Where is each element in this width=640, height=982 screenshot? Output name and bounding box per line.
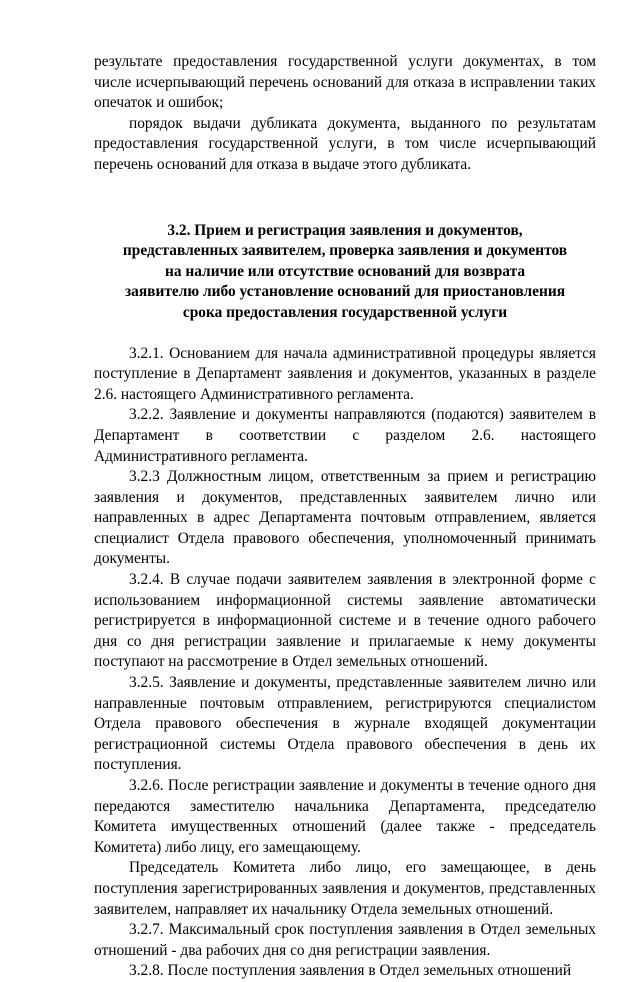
- section-heading-line: срока предоставления государственной услуги: [182, 303, 508, 321]
- document-page: [94, 52, 596, 982]
- section-heading: [94, 221, 596, 324]
- paragraph-3-2-6: 3.2.6. После регистрации заявление и документы в течение одного дня передаются заместителю начальника Департамента, председателю Комитета имущественных отношений (далее также - председатель Комитета) либо лицу, его замещающему.: [94, 777, 596, 856]
- paragraph-3-2-2: 3.2.2. Заявление и документы направляются (подаются) заявителем в Департамент в соответствии с разделом 2.6. настоящего Административного регламента.: [94, 406, 596, 465]
- paragraph-3-2-4: 3.2.4. В случае подачи заявителем заявления в электронной форме с использованием информационной системы заявление автоматически регистрируется в информационной системе и в течение одного рабочего дня со дня регистрации заявление и прилагаемые к нему документы поступают на рассмотрение в Отдел земельных отношений.: [94, 571, 596, 671]
- paragraph-3-2-5: 3.2.5. Заявление и документы, представленные заявителем лично или направленные почтовым отправлением, регистрируются специалистом Отдела правового обеспечения в журнале входящей документации регистрационной системы Отдела правового обеспечения в день их поступления.: [94, 674, 596, 774]
- paragraph-3-2-3: 3.2.3 Должностным лицом, ответственным за прием и регистрацию заявления и документов, представленных заявителем лично или направленных в адрес Департамента почтовым отправлением, является специалист Отдела правового обеспечения, уполномоченный принимать документы.: [94, 468, 596, 568]
- paragraph-3-2-1: 3.2.1. Основанием для начала административной процедуры является поступление в Департамент заявления и документов, указанных в разделе 2.6. настоящего Административного регламента.: [94, 344, 596, 403]
- paragraph-3-2-8: 3.2.8. После поступления заявления в Отдел земельных отношений: [129, 962, 572, 980]
- section-heading-line: представленных заявителем, проверка заявления и документов: [122, 242, 568, 260]
- section-heading-line: заявителю либо установление оснований для приостановления: [124, 283, 566, 301]
- section-heading-line: на наличие или отсутствие оснований для возврата: [164, 262, 526, 280]
- paragraph-chairman: Председатель Комитета либо лицо, его замещающее, в день поступления зарегистрированных заявления и документов, представленных заявителем, направляет их начальнику Отдела земельных отношений.: [94, 859, 596, 918]
- section-heading-line: 3.2. Прием и регистрация заявления и документов,: [167, 221, 523, 239]
- intro-paragraph-1: результате предоставления государственной услуги документах, в том числе исчерпывающий перечень оснований для отказа в исправлении таких опечаток и ошибок;: [94, 53, 596, 112]
- intro-paragraph-2: порядок выдачи дубликата документа, выданного по результатам предоставления государственной услуги, в том числе исчерпывающий перечень оснований для отказа в выдаче этого дубликата.: [94, 114, 596, 173]
- paragraph-3-2-7: 3.2.7. Максимальный срок поступления заявления в Отдел земельных отношений - два рабочих дня со дня регистрации заявления.: [94, 921, 596, 959]
